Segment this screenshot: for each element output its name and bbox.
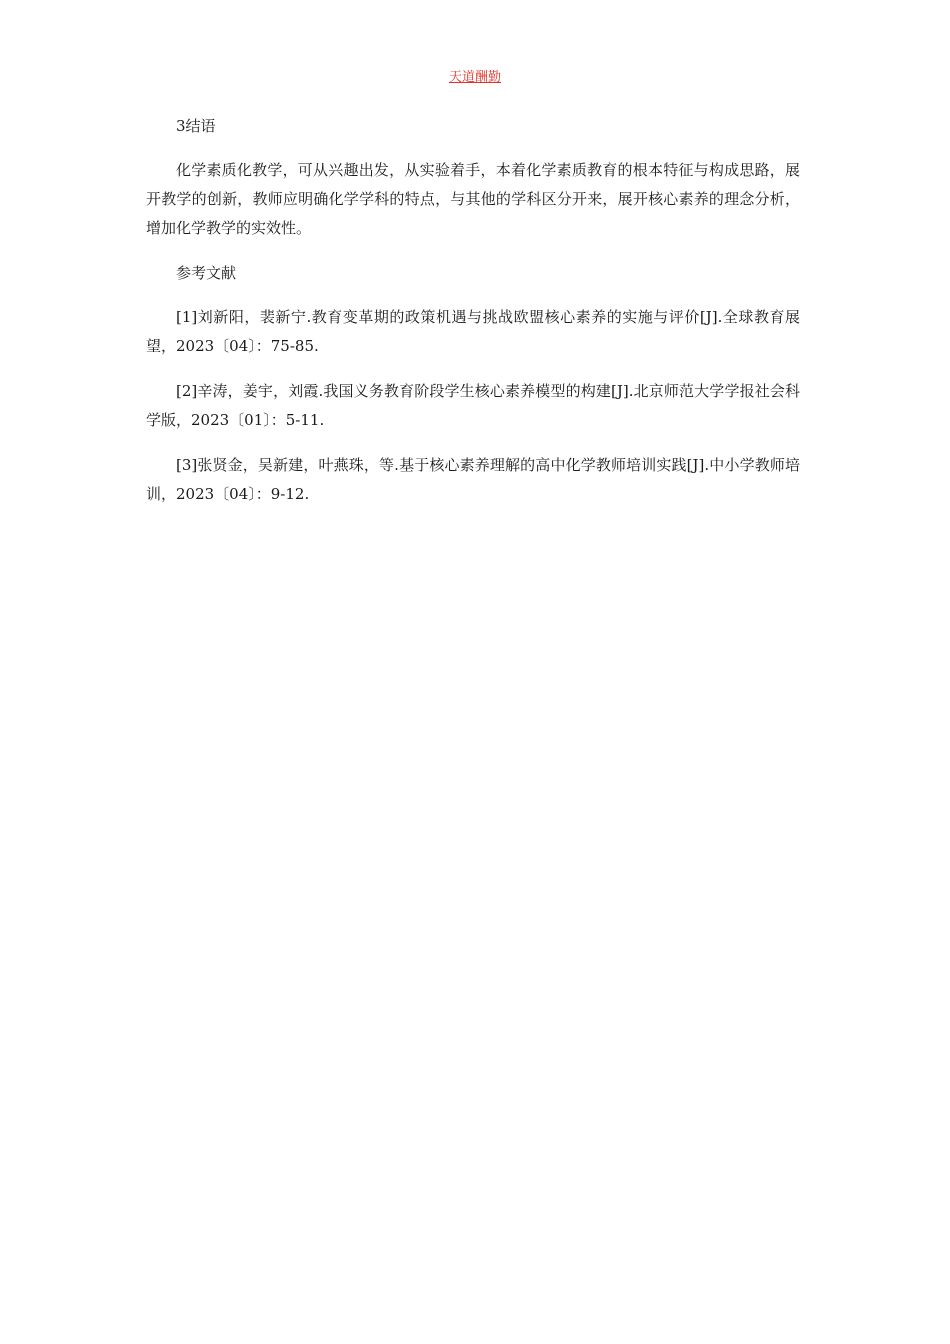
reference-item-2: [2]辛涛，姜宇，刘霞.我国义务教育阶段学生核心素养模型的构建[J].北京师范大学学报社会科学版，2023〔01〕：5-11. — [146, 382, 800, 429]
references-heading: 参考文献 — [176, 264, 237, 282]
document-body — [146, 112, 800, 525]
reference-item-3: [3]张贤金，吴新建，叶燕珠，等.基于核心素养理解的高中化学教师培训实践[J].中小学教师培训，2023〔04〕：9-12. — [146, 456, 800, 503]
conclusion-heading: 3结语 — [176, 117, 216, 135]
conclusion-paragraph: 化学素质化教学，可从兴趣出发，从实验着手，本着化学素质教育的根本特征与构成思路，展开教学的创新，教师应明确化学学科的特点，与其他的学科区分开来，展开核心素养的理念分析，增加化学教学的实效性。 — [146, 161, 800, 237]
reference-item-1: [1]刘新阳，裴新宁.教育变革期的政策机遇与挑战欧盟核心素养的实施与评价[J].全球教育展望，2023〔04〕：75-85. — [146, 308, 800, 355]
header-link[interactable]: 天道酬勤 — [448, 70, 501, 85]
